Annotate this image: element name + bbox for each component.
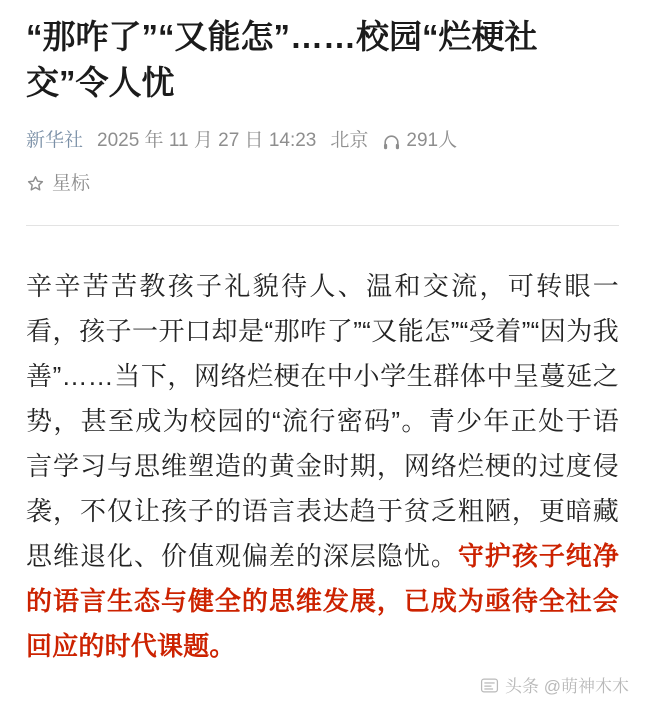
article-body: [26, 264, 619, 669]
headphone-icon: [382, 133, 401, 152]
body-paragraph-plain: 辛辛苦苦教孩子礼貌待人、温和交流，可转眼一看，孩子一开口却是“那咋了”“又能怎”“受着”“因为我善”……当下，网络烂梗在中小学生群体中呈蔓延之势，甚至成为校园的“流行密码”。青少年正处于语言学习与思维塑造的黄金时期，网络烂梗的过度侵袭，不仅让孩子的语言表达趋于贫乏粗陋，更暗藏思维退化、价值观偏差的深层隐忧。: [26, 271, 619, 571]
page-title: “那咋了”“又能怎”……校园“烂梗社交”令人忧: [26, 18, 538, 101]
watermark-text: 头条 @萌神木木: [505, 677, 629, 696]
star-label: 星标: [52, 173, 91, 194]
meta-datetime: 2025 年 11 月 27 日 14:23: [97, 130, 317, 151]
listen-count: 291人: [406, 130, 458, 151]
meta-location: 北京: [330, 130, 369, 151]
listen-button[interactable]: [382, 128, 457, 154]
article-meta: [26, 128, 619, 154]
star-icon: [26, 174, 45, 193]
toutiao-logo-icon: [480, 676, 499, 695]
meta-source: 新华社: [26, 130, 84, 151]
star-button[interactable]: [26, 168, 619, 195]
divider: [26, 225, 619, 226]
body-paragraph-highlight: 守护孩子纯净的语言生态与健全的思维发展，已成为亟待全社会回应的时代课题。: [26, 541, 619, 661]
watermark: [480, 672, 629, 697]
